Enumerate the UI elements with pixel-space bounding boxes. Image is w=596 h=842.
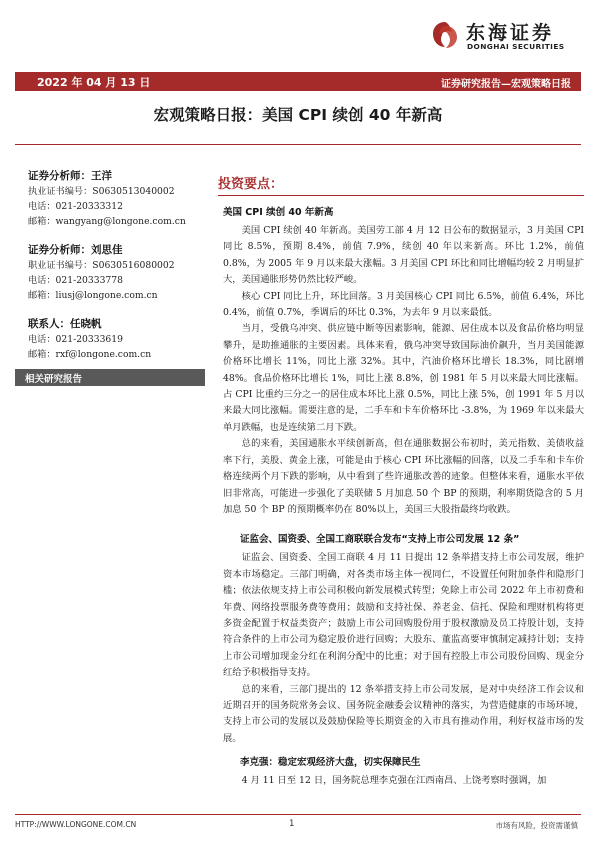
analyst-cert: 执业证书编号：S0630513040002 — [28, 186, 175, 197]
related-reports-label: 相关研究报告 — [25, 374, 83, 385]
section-title: 证监会、国资委、全国工商联联合发布“支持上市公司发展 12 条” — [240, 534, 520, 546]
related-reports-header — [15, 369, 205, 386]
analyst-email[interactable]: 邮箱：wangyang@longone.com.cn — [28, 216, 186, 227]
report-type: 证券研究报告—宏观策略日报 — [441, 79, 571, 90]
highlights-divider — [218, 195, 584, 196]
contact-email[interactable]: 邮箱：rxf@longone.com.cn — [28, 349, 152, 360]
contact-name: 联系人：任晓帆 — [28, 318, 102, 330]
main-content — [218, 173, 584, 790]
analyst-cert: 职业证书编号：S0630516080002 — [28, 260, 175, 271]
brand-name-cn: 东海证券 — [466, 22, 555, 44]
report-title: 宏观策略日报：美国 CPI 续创 40 年新高 — [153, 106, 443, 124]
analyst-phone: 电话：021-20333778 — [28, 275, 123, 286]
section-premier — [218, 755, 584, 789]
contact-phone: 电话：021-20333619 — [28, 334, 123, 345]
paragraph: 核心 CPI 同比上升，环比回落。3 月美国核心 CPI 同比 6.5%，前值 6.4%，环比 0.4%，前值 0.7%，季调后的环比 0.3%，为去年 9 月以来最低。 — [223, 290, 584, 319]
paragraph: 总的来看，三部门提出的 12 条举措支持上市公司发展，是对中央经济工作会议和近期召开的国务院常务会议、国务院金融委会议精神的落实，为营造健康的市场环境，支持上市公司的发展以及鼓励保险等长期资金的入市具有推动作用，利好权益市场的发展。 — [223, 683, 584, 744]
paragraph: 美国 CPI 续创 40 年新高。美国劳工部 4 月 12 日公布的数据显示，3 月美国 CPI 同比 8.5%，预期 8.4%，前值 7.9%，续创 40 年以来新高。环比 1.2%，前值 0.8%，为 2005 年 9 月以来最大涨幅。3 月美国 CPI 环比和同比增幅均较 2 月明显扩大，美国通胀形势仍然比较严峻。 — [223, 225, 584, 286]
title-divider — [15, 144, 581, 145]
page-number: 1 — [289, 819, 295, 829]
header-bar — [15, 72, 581, 91]
contact-block — [28, 316, 198, 362]
footer-divider — [15, 814, 581, 815]
analyst-block — [28, 242, 198, 303]
analyst-email[interactable]: 邮箱：liusj@longone.com.cn — [28, 290, 158, 301]
section-title: 李克强：稳定宏观经济大盘，切实保障民生 — [240, 757, 421, 769]
paragraph: 当月，受俄乌冲突、供应链中断等因素影响，能源、居住成本以及食品价格均明显攀升，是助推通胀的主要因素。具体来看，俄乌冲突导致国际油价飙升，当月美国能源价格环比增长 11%，同比上涨 32%。其中，汽油价格环比增长 18.3%，同比剧增 48%。食品价格环比增长 1%，同比上涨 8.8%，创 1981 年 5 月以来最大同比涨幅。占 CPI 比重约三分之一的居住成本环比上涨 0.5%，同比上涨 5%，创 1991 年 5 月以来最大同比涨幅。需要注意的是，二手车和卡车价格环比 -3.8%，为 1969 年以来最大单月跌幅，也是连续第二月下跌。 — [223, 323, 584, 433]
paragraph: 总的来看，美国通胀水平续创新高，但在通胀数据公布初时，美元指数、美债收益率下行，美股、黄金上涨，可能是由于核心 CPI 环比涨幅的回落，以及二手车和卡车价格连续两个月下跌的影响，从中看到了些许通胀改善的迹象。但整体来看，通胀水平依旧非常高，可能进一步强化了美联储 5 月加息 50 个 BP 的预期，利率期货隐含的 5 月加息 50 个 BP 的预期概率仍在 80%以上，美国三大股指最终均收跌。 — [223, 438, 584, 515]
analyst-name: 证券分析师：王洋 — [28, 170, 112, 182]
analyst-phone: 电话：021-20333312 — [28, 201, 123, 212]
paragraph: 证监会、国资委、全国工商联 4 月 11 日提出 12 条举措支持上市公司发展，维护资本市场稳定。三部门明确，对各类市场主体一视同仁，不设置任何附加条件和隐形门槛；依法依规支持上市公司积极向新发展模式转型；免除上市公司 2022 年上市初费和年费、网络投票服务费等费用；鼓励和支持社保、养老金、信托、保险和理财机构将更多资金配置于权益类资产；鼓励上市公司回购股份用于股权激励及员工持股计划，支持符合条件的上市公司为稳定股价进行回购；大股东、董监高要审慎制定减持计划；支持上市公司增加现金分红在利润分配中的比重；对于国有控股上市公司股份回购、现金分红给予积极指导支持。 — [223, 552, 584, 679]
company-logo — [430, 18, 582, 54]
section-cpi — [218, 205, 584, 518]
brand-name-en: DONGHAI SECURITIES — [467, 42, 565, 51]
highlights-heading: 投资要点： — [218, 177, 284, 192]
footer-disclaimer: 市场有风险，投资需谨慎 — [495, 821, 578, 830]
paragraph: 4 月 11 日至 12 日，国务院总理李克强在江西南昌、上饶考察时强调，加 — [241, 775, 547, 787]
analyst-info — [28, 168, 198, 375]
footer-url[interactable]: HTTP://WWW.LONGONE.COM.CN — [15, 820, 137, 829]
report-date: 2022 年 04 月 13 日 — [37, 76, 151, 89]
section-title: 美国 CPI 续创 40 年新高 — [223, 207, 334, 218]
section-csrc — [218, 532, 584, 747]
donghai-logo-icon — [430, 20, 460, 50]
analyst-block — [28, 168, 198, 229]
analyst-name: 证券分析师：刘思佳 — [28, 244, 123, 256]
